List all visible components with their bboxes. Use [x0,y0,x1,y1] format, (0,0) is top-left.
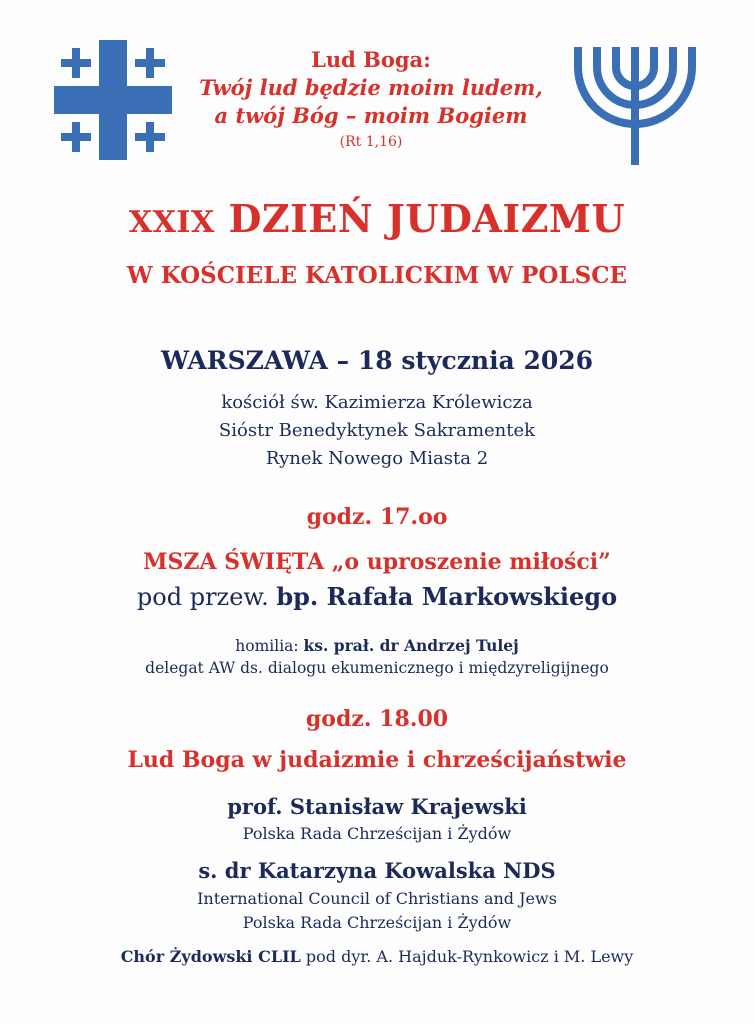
choir-name: Chór Żydowski CLIL [120,947,301,966]
choir-conductors: pod dyr. A. Hajduk-Rynkowicz i M. Lewy [300,947,634,966]
motto [176,46,566,152]
speaker-1-org: Polska Rada Chrześcijan i Żydów [242,824,512,843]
address-line-1: kościół św. Kazimierza Królewicza [221,392,533,413]
menorah-icon [572,47,698,167]
title-roman-numeral: XXIX [128,205,215,240]
mass-time: godz. 17.oo [306,504,448,530]
mass-title: MSZA ŚWIĘTA „o uproszenie miłości” [143,549,611,575]
lecture-time: godz. 18.00 [305,706,449,732]
motto-citation: (Rt 1,16) [339,134,403,150]
motto-line-3: a twój Bóg – moim Bogiem [214,103,528,128]
page-subtitle: W KOŚCIELE KATOLICKIM W POLSCE [126,262,628,289]
lecture-title: Lud Boga w judaizmie i chrześcijaństwie [127,747,627,773]
homilist-role: delegat AW ds. dialogu ekumenicznego i międzyreligijnego [145,659,609,677]
speaker-2-name: s. dr Katarzyna Kowalska NDS [198,858,556,883]
presider-name: bp. Rafała Markowskiego [276,582,618,611]
homilist-name: ks. prał. dr Andrzej Tulej [303,636,519,655]
motto-line-1: Lud Boga: [311,47,431,72]
city-date: WARSZAWA – 18 stycznia 2026 [160,346,594,375]
address-line-2: Sióstr Benedyktynek Sakramentek [218,420,536,441]
address-line-3: Rynek Nowego Miasta 2 [265,448,489,469]
motto-line-2: Twój lud będzie moim ludem, [199,75,543,100]
speaker-1-name: prof. Stanisław Krajewski [227,794,527,819]
homily-line [0,634,754,658]
choir-line [0,947,754,966]
homily-prefix: homilia: [235,637,304,655]
mass-presider [0,582,754,611]
speaker-2-org-2: Polska Rada Chrześcijan i Żydów [242,913,512,932]
page-title [0,196,754,241]
presider-prefix: pod przew. [136,583,277,611]
title-main: DZIEŃ JUDAIZMU [228,196,626,241]
speaker-2-org-1: International Council of Christians and Jews [197,889,557,908]
jerusalem-cross-icon [54,40,174,160]
